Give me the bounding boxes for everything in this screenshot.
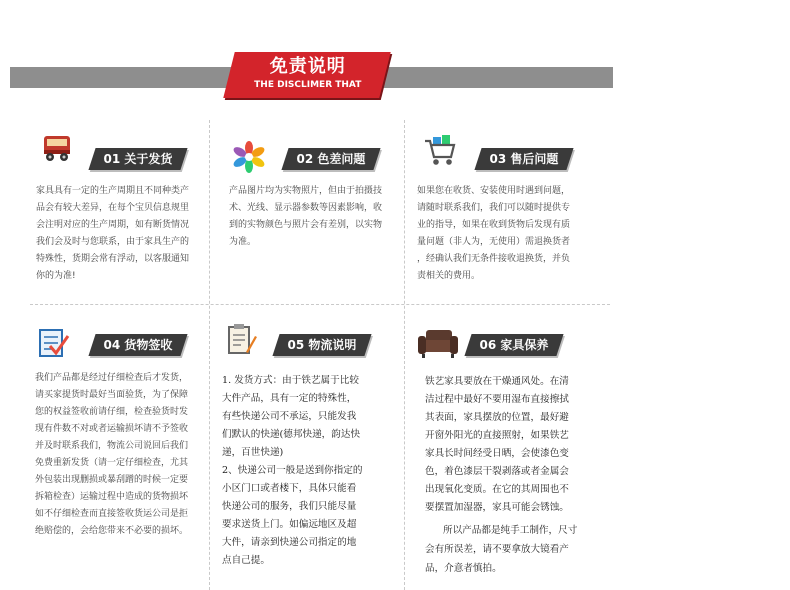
body-line: 我们产品都是经过仔细检查后才发货， bbox=[35, 373, 189, 383]
body-line: 量问题（非人为，无使用）需退换货者 bbox=[417, 237, 571, 247]
section-title: 03 售后问题 bbox=[489, 152, 559, 166]
row-divider bbox=[30, 304, 610, 305]
body-line: 们默认的快递(德邦快递，韵达快 bbox=[222, 429, 361, 440]
column-divider-1 bbox=[209, 120, 210, 590]
section-tag bbox=[474, 148, 573, 170]
body-line: 出现氧化变质。在它的其周围也不 bbox=[425, 484, 569, 495]
body-line: 如不仔细检查而直接签收货运公司是拒 bbox=[35, 509, 189, 519]
body-line: 您的权益签收前请仔细，检查验货时发 bbox=[35, 407, 189, 417]
body-line: 大件产品，具有一定的特殊性， bbox=[222, 393, 357, 404]
section-body bbox=[35, 370, 188, 540]
body-line: 铁艺家具要放在干燥通风处。在清 bbox=[425, 376, 569, 387]
body-line: 现有件数不对或者运输损坏请不予签收 bbox=[35, 424, 189, 434]
body-line: 外包装出现删损或暴刮蹭的时候一定要 bbox=[35, 475, 189, 485]
disclaimer-banner bbox=[223, 52, 390, 98]
body-line: 绝赔偿的，会给您带来不必要的损坏。 bbox=[35, 526, 189, 536]
body-line: 色，着色漆层干裂剥落或者金属会 bbox=[425, 466, 569, 477]
body-line: 并及时联系我们，物流公司说回后我们 bbox=[35, 441, 189, 451]
body-line: 术、光线、显示器参数等因素影响，收 bbox=[229, 203, 383, 213]
checklist-icon bbox=[36, 326, 70, 360]
section-body bbox=[417, 183, 570, 285]
body-line: 到的实物颜色与照片会有差别，以实物 bbox=[229, 220, 383, 230]
note-line: 所以产品都是纯手工制作，尺寸 bbox=[443, 525, 578, 536]
section-title: 06 家具保养 bbox=[479, 338, 549, 352]
banner-subtitle: THE DISCLIMER THAT bbox=[254, 80, 362, 90]
body-line: 产品图片均为实物照片，但由于拍摄技 bbox=[229, 186, 383, 196]
color-palette-icon bbox=[232, 140, 266, 174]
body-line: 递，百世快递) bbox=[222, 447, 284, 458]
body-line: 开窗外阳光的直接照射，如果铁艺 bbox=[425, 430, 569, 441]
body-line: 其表面，家具摆放的位置，最好避 bbox=[425, 412, 569, 423]
shopping-cart-icon bbox=[423, 133, 457, 167]
section-tag bbox=[464, 334, 563, 356]
section-title: 04 货物签收 bbox=[103, 338, 173, 352]
section-title: 05 物流说明 bbox=[287, 338, 357, 352]
body-line: 拆箱检查）运输过程中造成的货物损坏 bbox=[35, 492, 189, 502]
sofa-icon bbox=[416, 326, 460, 360]
body-line: 业的指导，如果在收到货物后发现有质 bbox=[417, 220, 571, 230]
body-line: 1. 发货方式：由于铁艺属于比较 bbox=[222, 375, 359, 386]
section-tag bbox=[88, 334, 187, 356]
section-body bbox=[229, 183, 382, 251]
section-tag bbox=[88, 148, 187, 170]
body-line: 家具长时间经受日晒，会使漆色变 bbox=[425, 448, 569, 459]
body-line: 有些快递公司不承运，只能发我 bbox=[222, 411, 357, 422]
section-body bbox=[425, 373, 569, 517]
body-line: 免费重新发货（请一定仔细检查，尤其 bbox=[35, 458, 189, 468]
body-line: 要摆置加湿器，家具可能会锈蚀。 bbox=[425, 502, 569, 513]
body-line: 责相关的费用。 bbox=[417, 271, 481, 281]
body-line: 你的为准! bbox=[36, 271, 76, 281]
section-title: 01 关于发货 bbox=[103, 152, 173, 166]
section-title: 02 色差问题 bbox=[296, 152, 366, 166]
body-line: 家具具有一定的生产周期且不同种类产 bbox=[36, 186, 190, 196]
section-body bbox=[36, 183, 189, 285]
body-line: 小区门口或者楼下，具体只能看 bbox=[222, 483, 357, 494]
note-line: 品，介意者慎拍。 bbox=[425, 563, 502, 574]
body-line: 请买家提货时最好当面验货，为了保障 bbox=[35, 390, 189, 400]
body-line: ，经确认我们无条件接收退换货，并负 bbox=[417, 254, 571, 264]
body-line: 洁过程中最好不要用湿布直接擦拭 bbox=[425, 394, 569, 405]
section-tag bbox=[281, 148, 380, 170]
section-body bbox=[222, 372, 362, 570]
section-tag bbox=[272, 334, 371, 356]
body-line: 我们会及时与您联系，由于家具生产的 bbox=[36, 237, 190, 247]
note-line: 会有所误差，请不要拿放大镜看产 bbox=[425, 544, 569, 555]
body-line: 快递公司的服务，我们只能尽量 bbox=[222, 501, 357, 512]
body-line: 请随时联系我们，我们可以随时提供专 bbox=[417, 203, 571, 213]
body-line: 点自己提。 bbox=[222, 555, 270, 566]
clipboard-pencil-icon bbox=[224, 322, 258, 356]
body-line: 特殊性，货期会常有浮动，以客服通知 bbox=[36, 254, 190, 264]
body-line: 为准。 bbox=[229, 237, 257, 247]
body-line: 要求送货上门。如偏远地区及超 bbox=[222, 519, 357, 530]
body-line: 品会有较大差异，在每个宝贝信息规里 bbox=[36, 203, 190, 213]
delivery-truck-icon bbox=[40, 130, 74, 164]
body-line: 如果您在收货、安装使用时遇到问题， bbox=[417, 186, 571, 196]
body-line: 2、快递公司一般是送到你指定的 bbox=[222, 465, 363, 476]
body-line: 会注明对应的生产周期，如有断货情况 bbox=[36, 220, 190, 230]
body-line: 大件，请亲到快递公司指定的地 bbox=[222, 537, 357, 548]
column-divider-2 bbox=[404, 120, 405, 590]
section-note bbox=[425, 521, 577, 578]
banner-title: 免责说明 bbox=[269, 56, 346, 77]
